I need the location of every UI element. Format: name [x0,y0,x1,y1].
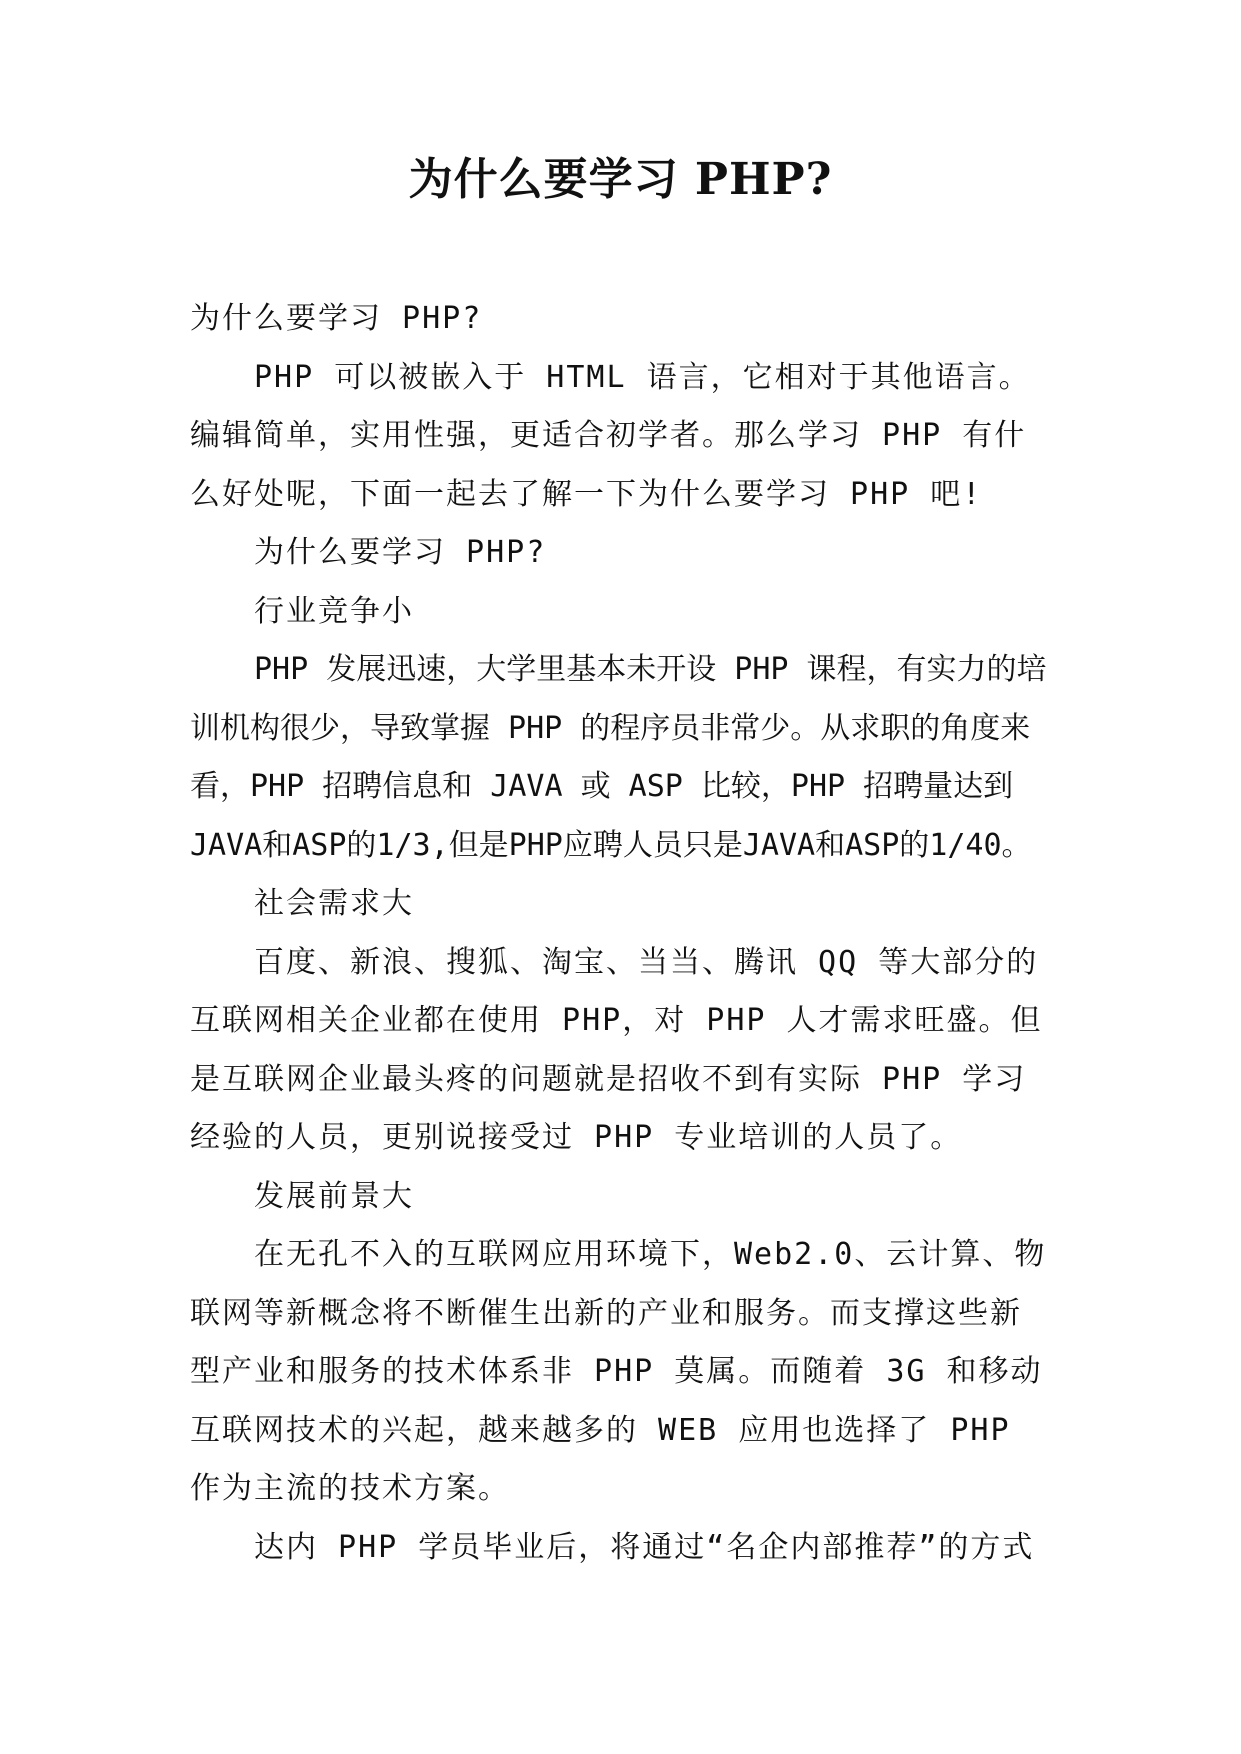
section-heading-prospects: 发展前景大 [254,1178,414,1214]
paragraph-question: 为什么要学习 PHP? [254,535,547,570]
paragraph-graduates: 达内 PHP 学员毕业后，将通过“名企内部推荐”的方式 [254,1529,1035,1565]
document-body [190,290,1050,1577]
paragraph-subtitle: 为什么要学习 PHP? [190,301,483,336]
section-heading-competition: 行业竞争小 [254,593,414,629]
paragraph-prospects: 在无孔不入的互联网应用环境下，Web2.0、云计算、物联网等新概念将不断催生出新的产业和服务。而支撑这些新型产业和服务的技术体系非 PHP 莫属。而随着 3G 和移动互联网技术的兴起，越来越多的 WEB 应用也选择了 PHP 作为主流的技术方案。 [190,1237,1047,1506]
paragraph-demand: 百度、新浪、搜狐、淘宝、当当、腾讯 QQ 等大部分的互联网相关企业都在使用 PHP，对 PHP 人才需求旺盛。但是互联网企业最头疼的问题就是招收不到有实际 PHP 学习经验的人员，更别说接受过 PHP 专业培训的人员了。 [190,944,1043,1155]
paragraph-intro: PHP 可以被嵌入于 HTML 语言，它相对于其他语言。编辑简单，实用性强，更适合初学者。那么学习 PHP 有什么好处呢，下面一起去了解一下为什么要学习 PHP 吧! [190,359,1031,512]
paragraph-competition: PHP 发展迅速，大学里基本未开设 PHP 课程，有实力的培训机构很少，导致掌握 PHP 的程序员非常少。从求职的角度来看，PHP 招聘信息和 JAVA 或 ASP 比较，PHP 招聘量达到 JAVA和ASP的1/3,但是PHP应聘人员只是JAVA和ASP的1/40。 [190,652,1047,863]
document-title: 为什么要学习 PHP? [408,154,833,205]
section-heading-demand: 社会需求大 [254,886,414,921]
